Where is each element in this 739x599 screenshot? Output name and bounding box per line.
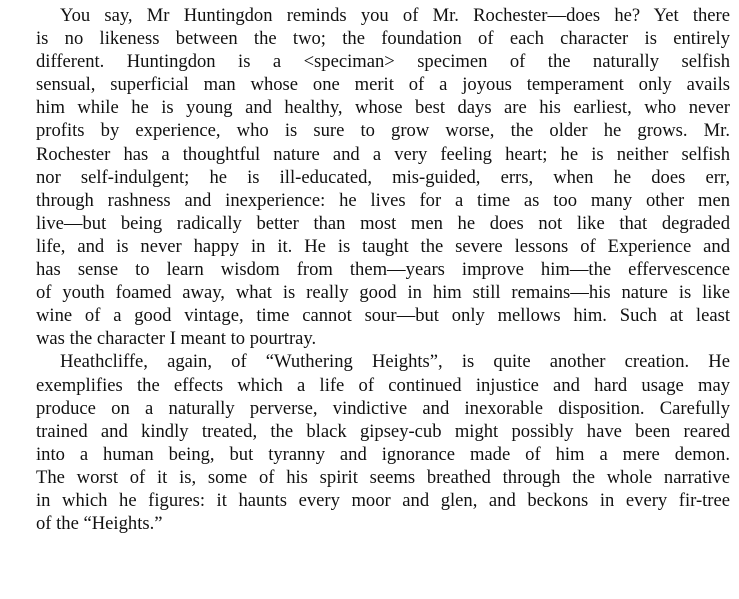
text-line: different. Huntingdon is a <speciman> specimen of the naturally selfish xyxy=(36,51,730,73)
text-line: You say, Mr Huntingdon reminds you of Mr. Rochester—does he? Yet there xyxy=(60,5,730,26)
text-line: nor self-indulgent; he is ill-educated, mis-guided, errs, when he does err, xyxy=(36,166,730,188)
text-line: life, and is never happy in it. He is taught the severe lessons of Experience and xyxy=(36,235,730,257)
text-line: is no likeness between the two; the foundation of each character is entirely xyxy=(36,28,730,50)
paragraph-rochester xyxy=(36,4,730,350)
text-line: The worst of it is, some of his spirit seems breathed through the whole narrative xyxy=(36,466,730,488)
letter-text xyxy=(36,4,730,535)
text-line: exemplifies the effects which a life of continued injustice and hard usage may xyxy=(36,374,730,396)
text-line: into a human being, but tyranny and ignorance made of him a mere demon. xyxy=(36,443,730,465)
text-line: Rochester has a thoughtful nature and a very feeling heart; he is neither selfish xyxy=(36,143,730,165)
text-line: produce on a naturally perverse, vindictive and inexorable disposition. Carefully xyxy=(36,397,730,419)
text-line: of youth foamed away, what is really good in him still remains—his nature is like xyxy=(36,282,730,304)
text-line: him while he is young and healthy, whose best days are his earliest, who never xyxy=(36,97,730,119)
text-line: wine of a good vintage, time cannot sour—but only mellows him. Such at least xyxy=(36,305,730,327)
text-line: through rashness and inexperience: he lives for a time as too many other men xyxy=(36,189,730,211)
text-line: trained and kindly treated, the black gipsey-cub might possibly have been reared xyxy=(36,420,730,442)
text-line: sensual, superficial man whose one merit of a joyous temperament only avails xyxy=(36,74,730,96)
paragraph-heathcliffe xyxy=(36,350,730,535)
text-line: of the “Heights.” xyxy=(36,513,163,535)
text-line: profits by experience, who is sure to grow worse, the older he grows. Mr. xyxy=(36,120,730,142)
text-line: Heathcliffe, again, of “Wuthering Heights”, is quite another creation. He xyxy=(60,351,730,373)
text-line: in which he figures: it haunts every moor and glen, and beckons in every fir-tree xyxy=(36,489,730,511)
text-line: live—but being radically better than most men he does not like that degraded xyxy=(36,212,730,234)
text-line: has sense to learn wisdom from them—years improve him—the effervescence xyxy=(36,259,730,281)
text-line: was the character I meant to pourtray. xyxy=(36,328,317,350)
